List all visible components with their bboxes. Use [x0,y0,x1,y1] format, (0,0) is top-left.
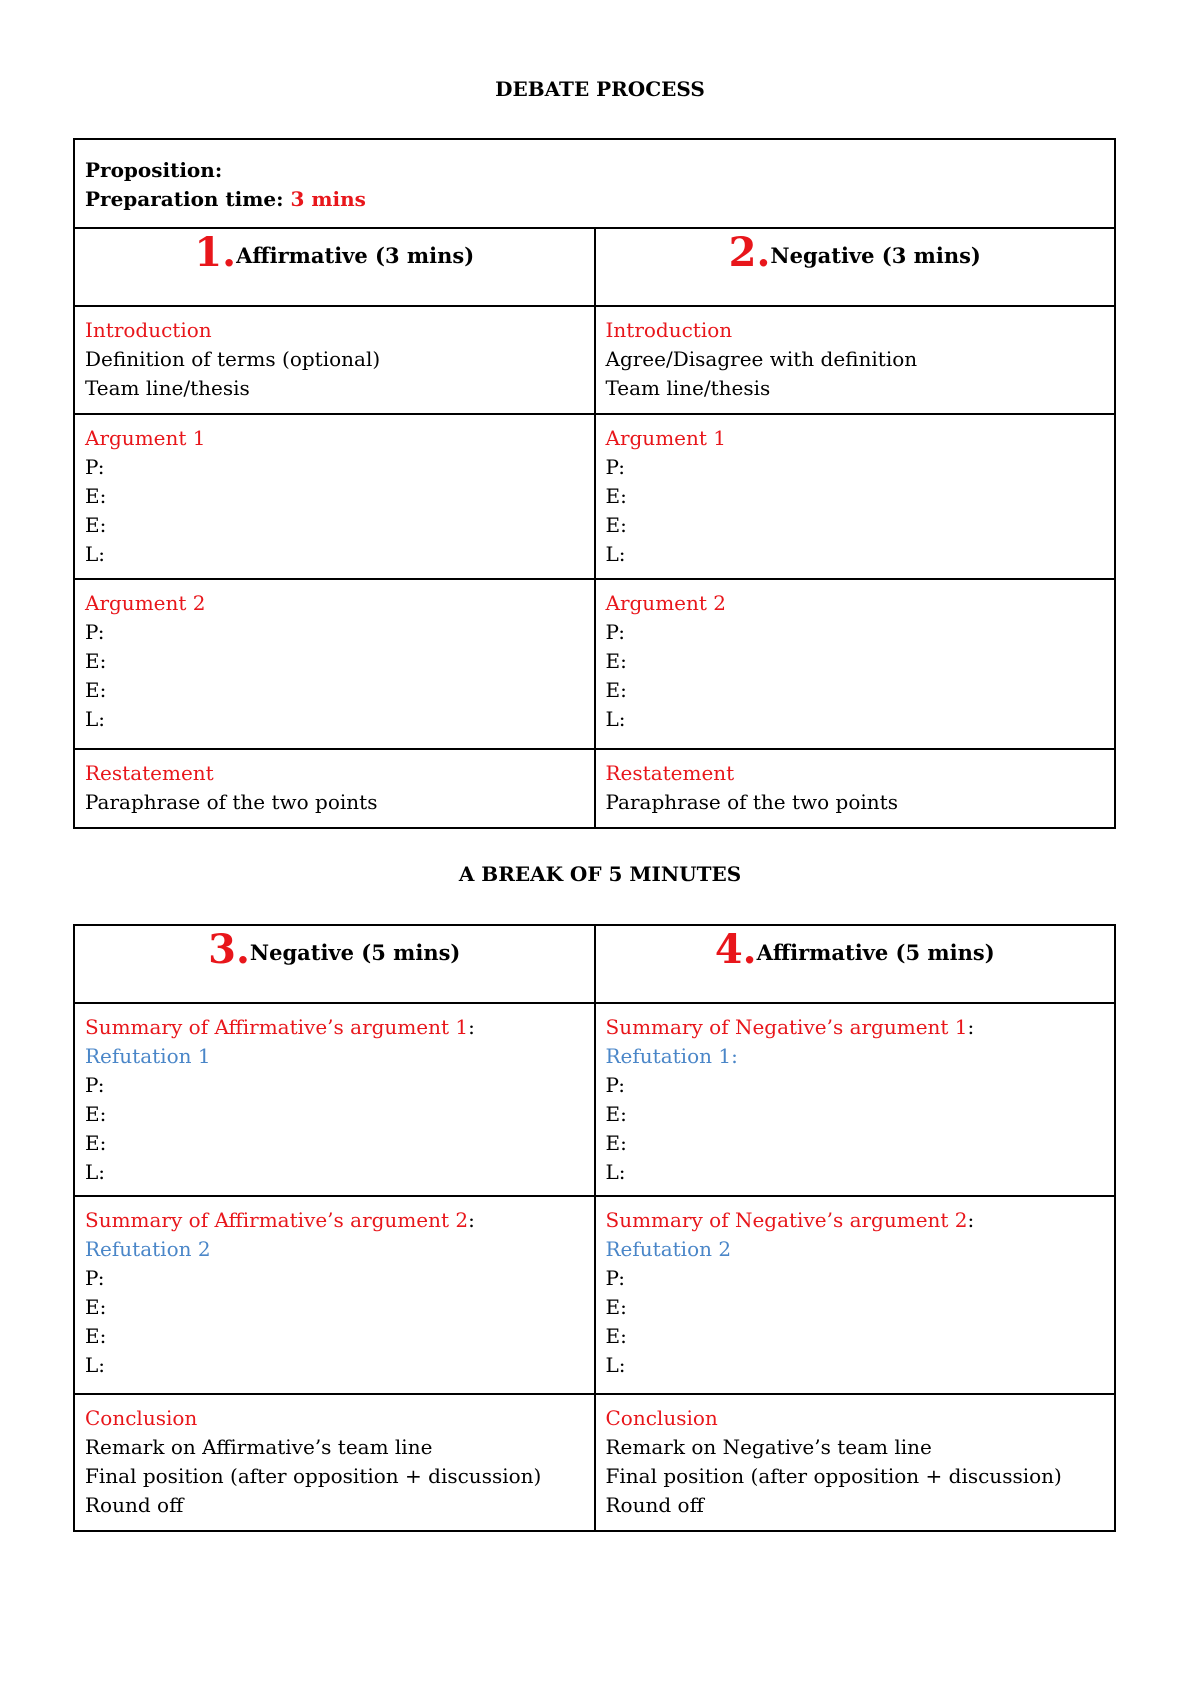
heading-colon: : [468,1208,475,1232]
debate-table-2 [73,924,1116,1532]
cell-heading: Restatement [85,761,214,785]
cell-line: E: [85,1131,107,1155]
speaker-header-3 [74,925,595,1003]
cell-line: E: [605,1131,627,1155]
table-cell [74,1394,595,1531]
cell-line: Agree/Disagree with definition [605,347,918,371]
cell-line: E: [605,1295,627,1319]
table-cell [595,1003,1116,1196]
refutation-label: Refutation 2 [85,1237,211,1261]
speaker-label: Negative (5 mins) [249,940,461,965]
table-cell [595,579,1116,749]
break-title: A BREAK OF 5 MINUTES [458,862,742,886]
speaker-number: 3. [208,926,250,973]
cell-line: E: [605,484,627,508]
cell-line: Final position (after opposition + discussion) [85,1464,542,1488]
cell-line: P: [605,455,625,479]
cell-line: E: [605,513,627,537]
proposition-label: Proposition: [85,157,223,182]
cell-heading [606,1013,1105,1042]
cell-line: Round off [85,1493,184,1517]
page-title: DEBATE PROCESS [495,77,705,101]
cell-line: L: [605,1160,626,1184]
table-cell [74,579,595,749]
cell-heading: Argument 2 [605,591,726,615]
summary-heading: Summary of Negative’s argument 1 [605,1015,968,1039]
speaker-label: Affirmative (5 mins) [756,940,995,965]
speaker-label: Negative (3 mins) [770,243,981,268]
heading-colon: : [468,1015,475,1039]
cell-line: E: [85,1102,107,1126]
table-cell [74,1003,595,1196]
cell-line: P: [85,620,105,644]
cell-line: L: [605,542,626,566]
table-cell [595,1196,1116,1394]
cell-line: E: [605,649,627,673]
cell-line: P: [85,1266,105,1290]
speaker-label: Affirmative (3 mins) [236,243,475,268]
table-cell [595,414,1116,579]
refutation-label: Refutation 2 [605,1237,732,1261]
cell-line: E: [605,1102,627,1126]
cell-line: Round off [605,1493,704,1517]
cell-heading: Argument 2 [85,591,206,615]
cell-heading [85,1206,584,1235]
cell-line: L: [85,1160,106,1184]
summary-heading: Summary of Negative’s argument 2 [605,1208,968,1232]
table-cell [74,306,595,414]
table-cell [74,414,595,579]
cell-line: E: [605,678,627,702]
cell-line: Paraphrase of the two points [85,790,378,814]
cell-line: E: [85,1324,107,1348]
cell-line: L: [85,707,106,731]
cell-line: P: [605,1073,625,1097]
heading-colon: : [967,1208,975,1232]
cell-line: Remark on Negative’s team line [605,1435,932,1459]
debate-table-1 [73,138,1116,829]
cell-heading: Argument 1 [605,426,726,450]
cell-line: L: [85,1353,106,1377]
proposition-cell [74,139,1115,228]
cell-line: Team line/thesis [85,376,250,400]
preparation-time [85,185,1104,214]
cell-line: P: [85,455,105,479]
cell-line: E: [85,678,107,702]
cell-heading [606,1206,1105,1235]
cell-heading: Argument 1 [85,426,206,450]
cell-line: E: [85,484,107,508]
speaker-number: 2. [728,229,771,276]
cell-heading: Introduction [605,318,733,342]
table-cell [595,306,1116,414]
summary-heading: Summary of Affirmative’s argument 1 [85,1015,469,1039]
table-cell [74,1196,595,1394]
cell-line: Paraphrase of the two points [605,790,898,814]
cell-line: Team line/thesis [605,376,771,400]
cell-heading: Conclusion [605,1406,718,1430]
heading-colon: : [967,1015,975,1039]
cell-line: P: [85,1073,105,1097]
cell-line: E: [605,1324,627,1348]
cell-line: L: [85,542,106,566]
cell-line: L: [605,707,626,731]
cell-line: E: [85,513,107,537]
cell-heading [85,1013,584,1042]
speaker-header-1 [74,228,595,306]
table-cell [595,749,1116,828]
cell-line: Final position (after opposition + discussion) [605,1464,1062,1488]
preparation-label: Preparation time: [85,186,284,211]
cell-line: Remark on Affirmative’s team line [85,1435,433,1459]
speaker-number: 1. [194,229,237,276]
preparation-value: 3 mins [290,186,366,211]
refutation-label: Refutation 1: [605,1044,738,1068]
speaker-header-2 [595,228,1116,306]
cell-line: Definition of terms (optional) [85,347,381,371]
cell-line: L: [605,1353,626,1377]
table-cell [74,749,595,828]
refutation-label: Refutation 1 [85,1044,211,1068]
cell-heading: Restatement [605,761,735,785]
cell-line: P: [605,620,625,644]
table-cell [595,1394,1116,1531]
speaker-number: 4. [714,926,757,973]
cell-heading: Introduction [85,318,212,342]
cell-line: E: [85,649,107,673]
speaker-header-4 [595,925,1116,1003]
summary-heading: Summary of Affirmative’s argument 2 [85,1208,469,1232]
cell-heading: Conclusion [85,1406,198,1430]
cell-line: P: [605,1266,625,1290]
cell-line: E: [85,1295,107,1319]
